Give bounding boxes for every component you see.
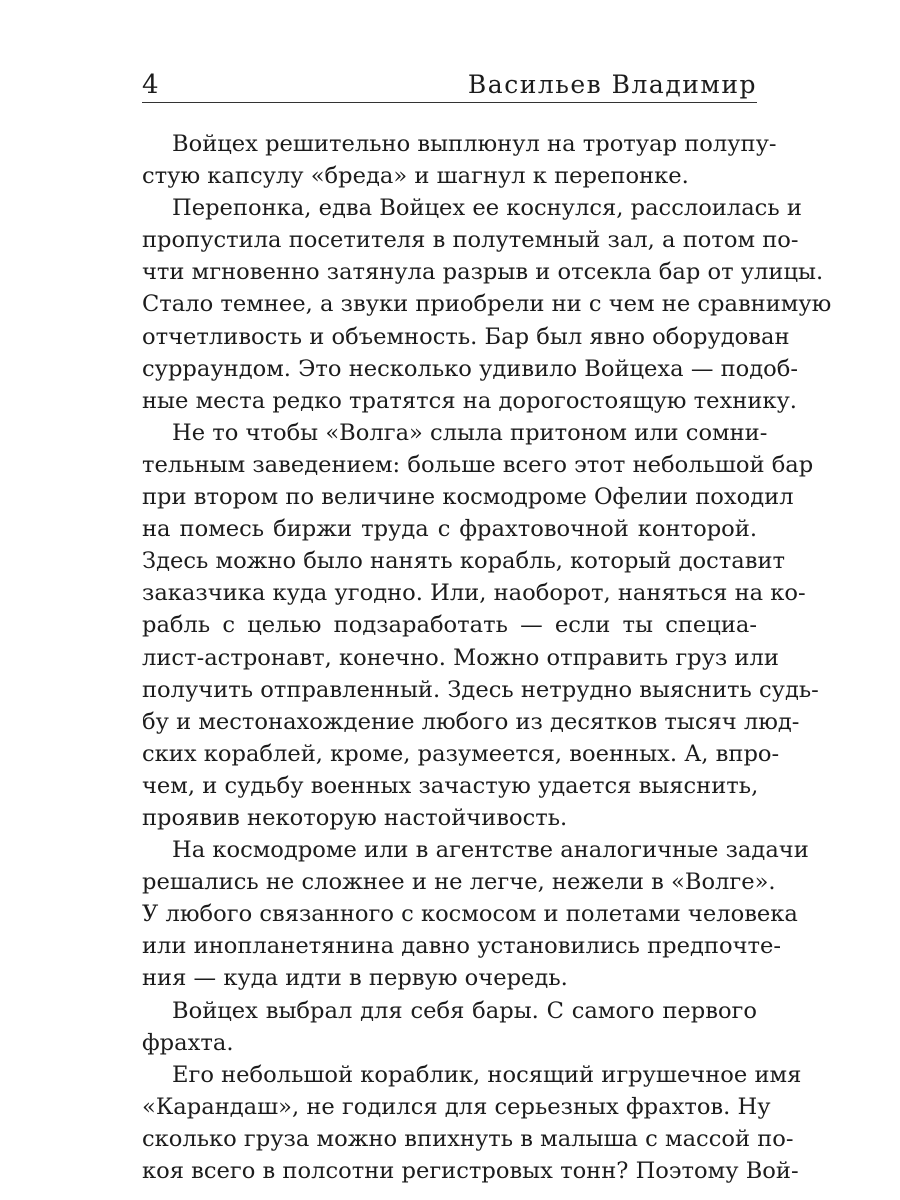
text-line: коя всего в полсотни регистровых тонн? Поэтому Вой-	[142, 1158, 799, 1184]
text-line: Здесь можно было нанять корабль, который доставит	[142, 548, 786, 575]
text-line: сколько груза можно впихнуть в малыша с массой по-	[142, 1125, 794, 1152]
text-line: У любого связанного с космосом и полетами человека	[142, 901, 798, 928]
body-text	[142, 128, 832, 1187]
text-line: «Карандаш», не годился для серьезных фрахтов. Ну	[142, 1093, 771, 1120]
text-line: стую капсулу «бреда» и шагнул к перепонке.	[142, 163, 689, 190]
text-line: Не то чтобы «Волга» слыла притоном или сомни-	[172, 419, 768, 446]
text-line: Стало темнее, а звуки приобрели ни с чем не сравнимую	[142, 291, 832, 318]
text-line: тельным заведением: больше всего этот небольшой бар	[142, 451, 814, 478]
text-line: пропустила посетителя в полутемный зал, а потом по-	[142, 227, 799, 254]
text-line: На космодроме или в агентстве аналогичные задачи	[172, 837, 809, 864]
text-line: Его небольшой кораблик, носящий игрушечное имя	[172, 1061, 802, 1088]
text-line: бу и местонахождение любого из десятков тысяч люд-	[142, 708, 800, 735]
text-line: Перепонка, едва Войцех ее коснулся, расслоилась и	[172, 195, 802, 222]
text-line: Войцех выбрал для себя бары. С самого первого	[172, 997, 757, 1024]
text-line: или инопланетянина давно установились предпочте-	[142, 933, 782, 960]
text-line: фрахта.	[142, 1029, 234, 1056]
running-head	[142, 68, 757, 103]
page-number: 4	[142, 70, 160, 100]
text-line: получить отправленный. Здесь нетрудно выяснить судь-	[142, 676, 819, 703]
text-line: чем, и судьбу военных зачастую удается выяснить,	[142, 772, 759, 799]
text-line: чти мгновенно затянула разрыв и отсекла бар от улицы.	[142, 259, 824, 286]
text-line: отчетливость и объемность. Бар был явно оборудован	[142, 323, 790, 350]
text-line: ских кораблей, кроме, разумеется, военных. А, впро-	[142, 740, 780, 767]
text-line: на помесь биржи труда с фрахтовочной конторой.	[142, 516, 757, 543]
text-line: лист-астронавт, конечно. Можно отправить груз или	[142, 644, 779, 671]
text-line: заказчика куда угодно. Или, наоборот, наняться на ко-	[142, 580, 806, 607]
text-line: ния — куда идти в первую очередь.	[142, 965, 568, 992]
text-line: сурраундом. Это несколько удивило Войцеха — подоб-	[142, 355, 799, 382]
text-line: при втором по величине космодроме Офелии походил	[142, 484, 794, 511]
text-line: Войцех решительно выплюнул на тротуар полупу-	[172, 131, 777, 157]
text-line: проявив некоторую настойчивость.	[142, 804, 568, 831]
author-name: Васильев Владимир	[467, 70, 757, 99]
text-line: ные места редко тратятся на дорогостоящую технику.	[142, 387, 797, 414]
text-line: решались не сложнее и не легче, нежели в «Волге».	[142, 869, 776, 896]
text-line: рабль с целью подзаработать — если ты специа-	[142, 612, 757, 639]
